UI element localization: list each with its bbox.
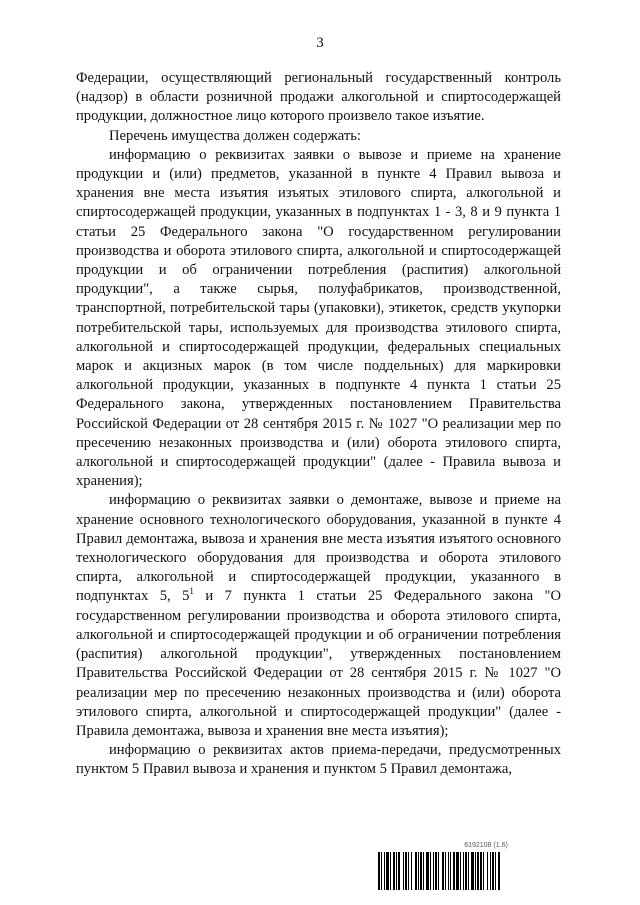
barcode-caption: 6192108 (1.6): [464, 842, 508, 849]
superscript: 1: [189, 586, 194, 597]
barcode-icon: [378, 852, 564, 890]
paragraph-list-intro: Перечень имущества должен содержать:: [109, 127, 361, 144]
paragraph-transfer-acts: информацию о реквизитах актов приема-передачи, предусмотренных пунктом 5 Правил вывоза и хранения и пунктом 5 Правил демонтажа,: [76, 742, 561, 778]
paragraph-dismantling-text-2: и 7 пункта 1 статьи 25 Федерального закона "О государственном регулировании производства и оборота этилового спирта, алкогольной и спиртосодержащей продукции и об ограничении потребления (распития) алкогольной продукции", утвержденных постановлением Правительства Российской Федерации от 28 сентября 2015 г. № 1027 "О реализации мер по пресечению незаконных производства и (или) оборота этилового спирта, алкогольной и спиртосодержащей продукции" (далее - Правила демонтажа, вывоза и хранения вне места изъятия);: [76, 588, 562, 739]
paragraph-dismantling-request: [76, 491, 561, 741]
document-body: [76, 69, 561, 780]
paragraph-removal-storage-request: информацию о реквизитах заявки о вывозе и приеме на хранение продукции и (или) предметов, указанной в пункте 4 Правил вывоза и хранения вне места изъятия изъятых этилового спирта, алкогольной и спиртосодержащей продукции, указанных в подпунктах 1 - 3, 8 и 9 пункта 1 статьи 25 Федерального закона "О государственном регулировании производства и оборота этилового спирта, алкогольной и спиртосодержащей продукции и об ограничении потребления (распития) алкогольной продукции", а также сырья, полуфабрикатов, производственной, транспортной, потребительской тары (упаковки), этикеток, средств укупорки потребительской тары, используемых для производства этилового спирта, алкогольной и спиртосодержащей продукции, федеральных специальных марок и акцизных марок (в том числе поддельных) для маркировки алкогольной продукции, указанных в подпункте 4 пункта 1 статьи 25 Федерального закона, утвержденных постановлением Правительства Российской Федерации от 28 сентября 2015 г. № 1027 "О реализации мер по пресечению незаконных производства и (или) оборота этилового спирта, алкогольной и спиртосодержащей продукции" (далее - Правила вывоза и хранения);: [76, 146, 561, 490]
page-number: 3: [316, 35, 324, 51]
document-barcode: [378, 841, 564, 890]
paragraph-dismantling-text-1: информацию о реквизитах заявки о демонтаже, вывозе и приеме на хранение основного технологического оборудования, указанной в пункте 4 Правил демонтажа, вывоза и хранения вне места изъятия изъятого основного технологического оборудования для производства и оборота этилового спирта, алкогольной и спиртосодержащей продукции, указанного в подпунктах 5, 5: [76, 492, 561, 605]
paragraph-continuation: Федерации, осуществляющий региональный государственный контроль (надзор) в области розничной продажи алкогольной и спиртосодержащей продукции, должностное лицо которого произвело такое изъятие.: [76, 70, 561, 125]
